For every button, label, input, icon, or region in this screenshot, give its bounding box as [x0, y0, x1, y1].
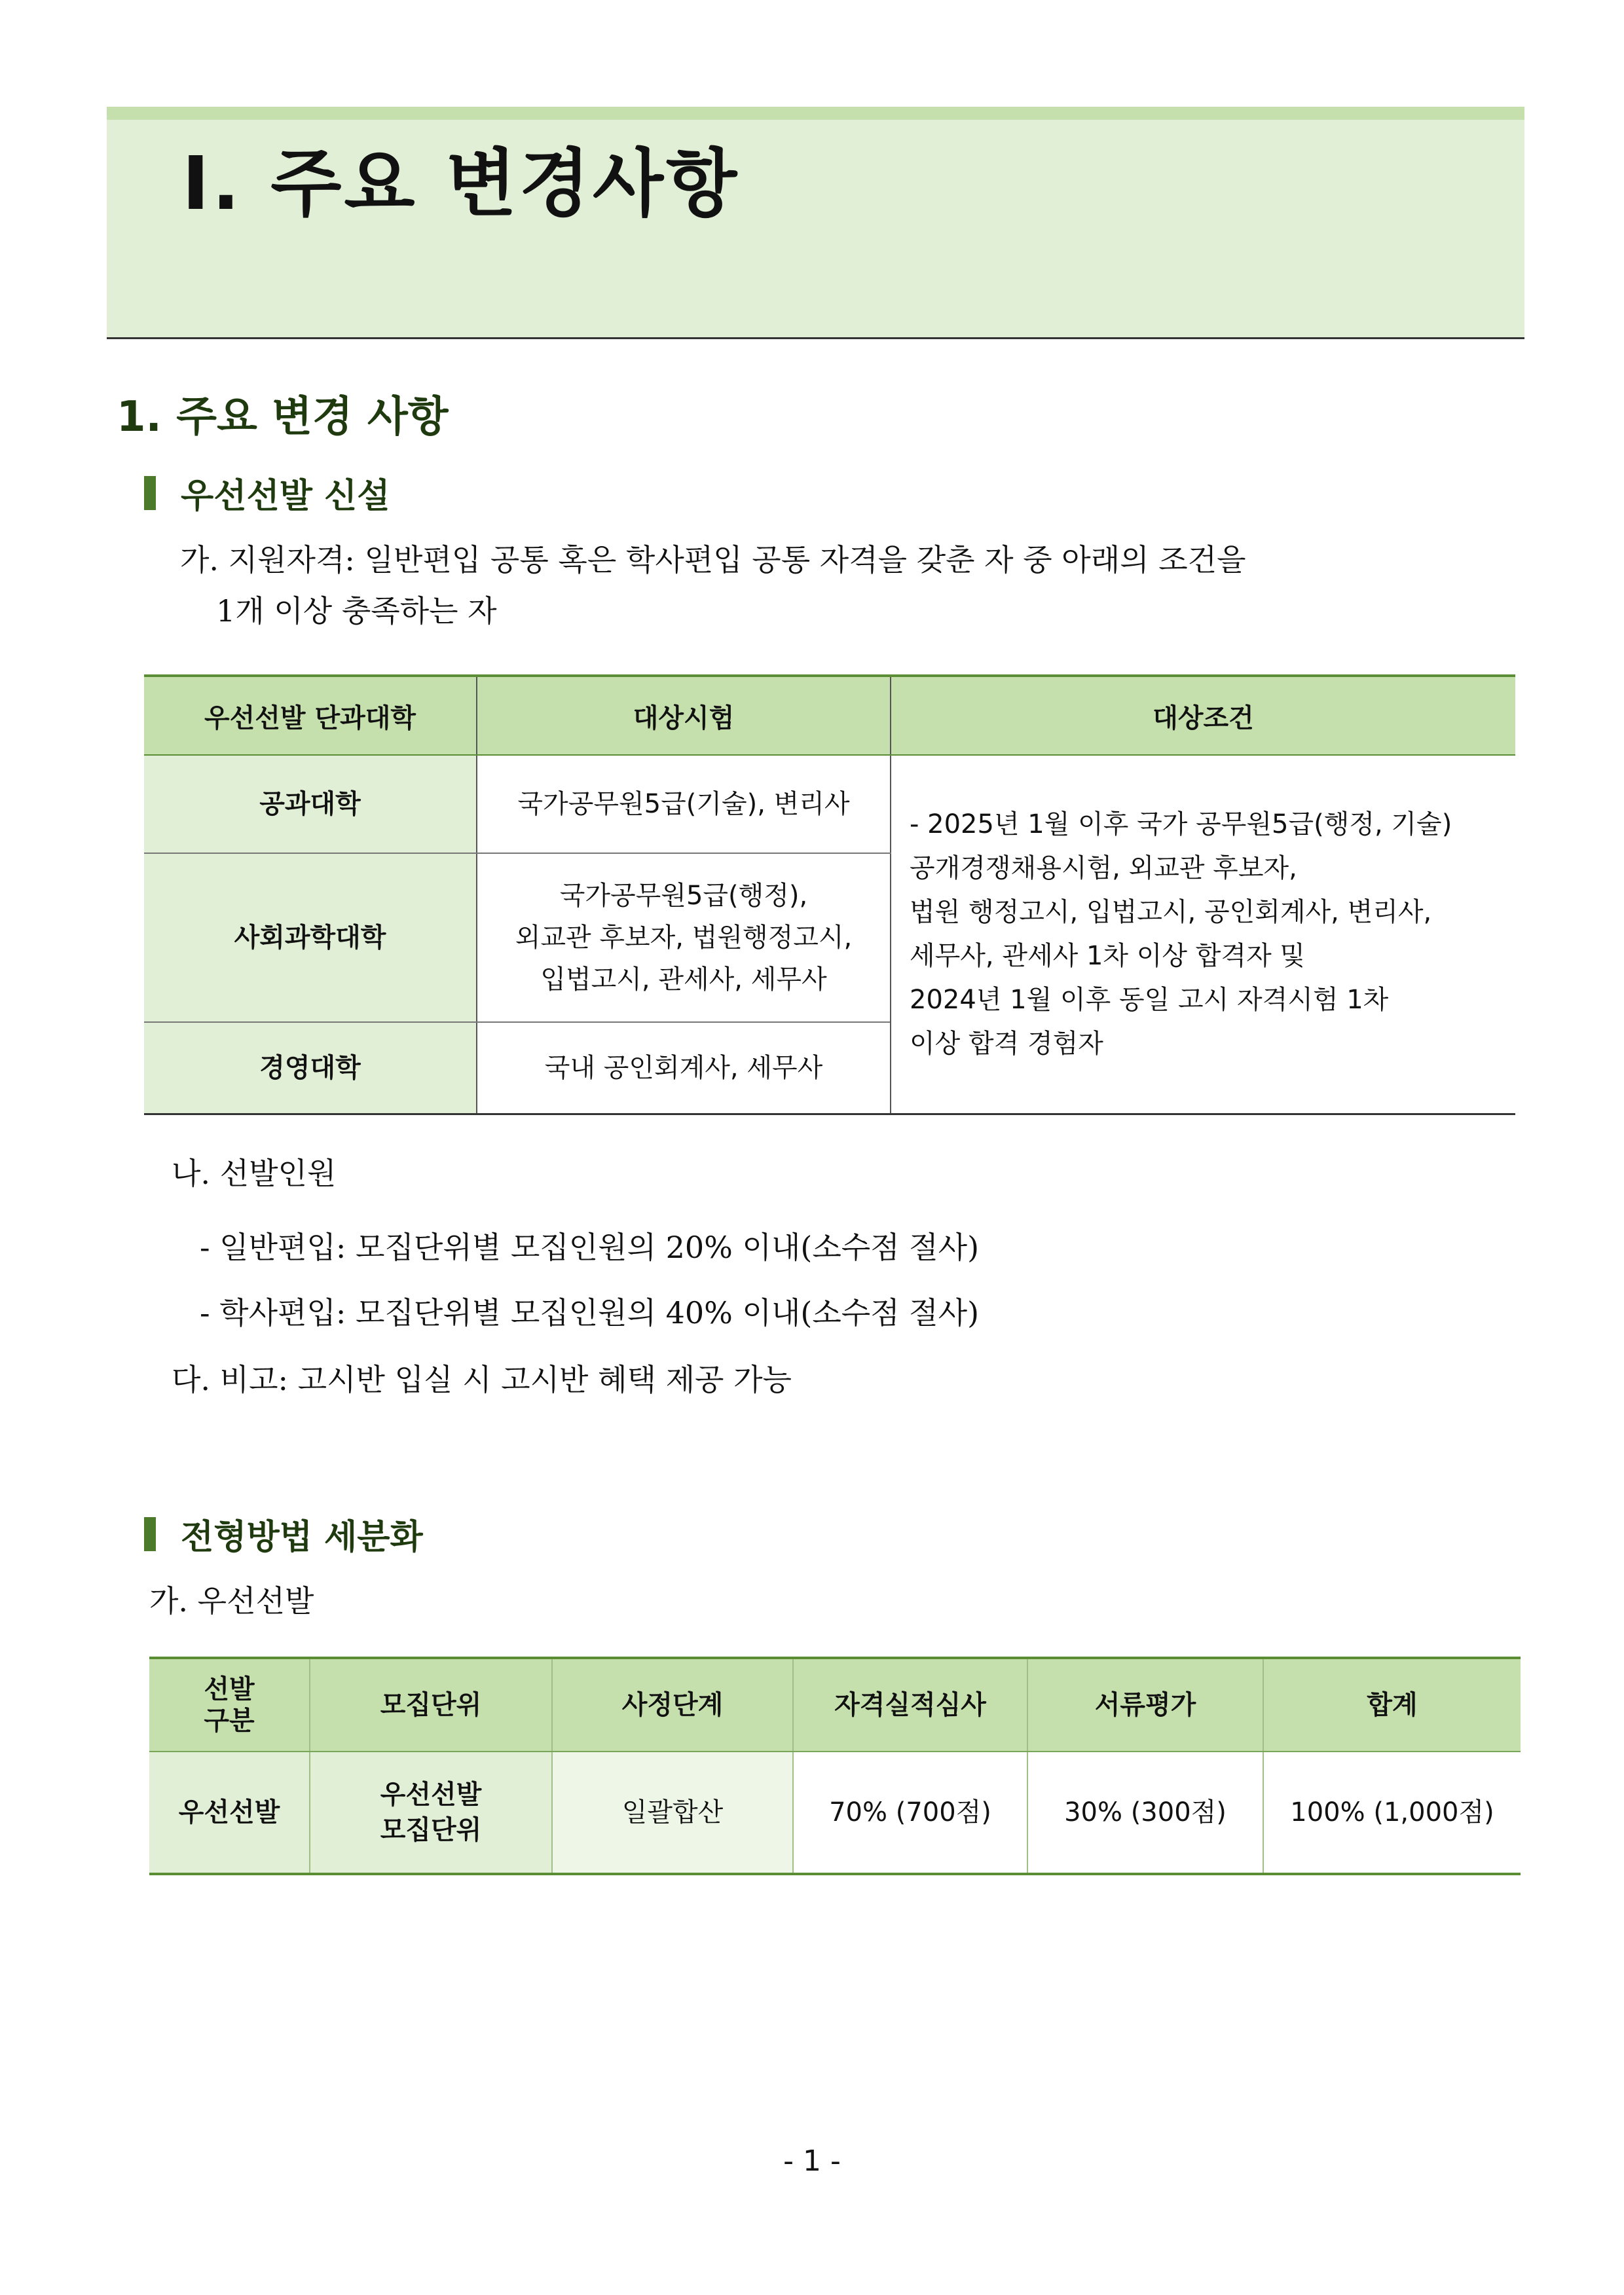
header-total: 합계 — [1263, 1658, 1521, 1752]
subheading-priority-selection — [144, 468, 390, 517]
assessment-stage-cell: 일괄합산 — [552, 1752, 793, 1874]
selection-count-heading: 나. 선발인원 — [172, 1156, 337, 1191]
exam-line: 국가공무원5급(행정), — [559, 881, 808, 911]
priority-selection-table — [144, 674, 1515, 1115]
selection-type-cell: 우선선발 — [149, 1752, 310, 1874]
exam-line: 국가공무원5급(기술), 변리사 — [517, 789, 850, 819]
qualification-line-2: 1개 이상 충족하는 자 — [216, 593, 497, 629]
table-row — [149, 1752, 1521, 1874]
exam-line: 국내 공인회계사, 세무사 — [544, 1052, 823, 1083]
qualification-review-cell: 70% (700점) — [793, 1752, 1027, 1874]
condition-line: 2024년 1월 이후 동일 고시 자격시험 1차 — [910, 984, 1389, 1015]
banner-top-bar — [107, 107, 1524, 120]
remark-line: 다. 비고: 고시반 입실 시 고시반 혜택 제공 가능 — [172, 1362, 792, 1397]
header-college: 우선선발 단과대학 — [144, 676, 477, 755]
priority-selection-label: 가. 우선선발 — [149, 1583, 314, 1619]
exam-cell — [477, 755, 891, 853]
header-assessment-stage: 사정단계 — [552, 1658, 793, 1752]
condition-line: - 2025년 1월 이후 국가 공무원5급(행정, 기술) — [910, 809, 1452, 839]
header-condition: 대상조건 — [891, 676, 1515, 755]
evaluation-method-table — [149, 1657, 1521, 1875]
exam-line: 외교관 후보자, 법원행정고시, — [515, 923, 853, 953]
table-header-row — [149, 1658, 1521, 1752]
qualification-line-1: 가. 지원자격: 일반편입 공통 혹은 학사편입 공통 자격을 갖춘 자 중 아래의 조건을 — [180, 542, 1246, 578]
condition-line: 법원 행정고시, 입법고시, 공인회계사, 변리사, — [910, 896, 1432, 927]
document-evaluation-cell: 30% (300점) — [1027, 1752, 1263, 1874]
header-selection-type: 선발 구분 — [149, 1658, 310, 1752]
subheading-text: 우선선발 신설 — [181, 477, 390, 516]
header-qualification-review: 자격실적심사 — [793, 1658, 1027, 1752]
exam-cell — [477, 853, 891, 1022]
subheading-text: 전형방법 세분화 — [181, 1518, 423, 1557]
recruit-unit-cell: 우선선발 모집단위 — [310, 1752, 552, 1874]
condition-cell — [891, 755, 1515, 1114]
exam-cell — [477, 1022, 891, 1114]
college-cell: 공과대학 — [144, 755, 477, 853]
table-header-row — [144, 676, 1515, 755]
condition-line: 세무사, 관세사 1차 이상 합격자 및 — [910, 940, 1306, 971]
total-cell: 100% (1,000점) — [1263, 1752, 1521, 1874]
heading-bar-marker — [144, 1517, 156, 1551]
page-number: - 1 - — [783, 2144, 841, 2178]
section-title: 1. 주요 변경 사항 — [117, 393, 449, 441]
header-document-evaluation: 서류평가 — [1027, 1658, 1263, 1752]
college-cell: 사회과학대학 — [144, 853, 477, 1022]
header-exam: 대상시험 — [477, 676, 891, 755]
header-recruit-unit: 모집단위 — [310, 1658, 552, 1752]
exam-line: 입법고시, 관세사, 세무사 — [540, 964, 827, 995]
heading-bar-marker — [144, 476, 156, 510]
condition-line: 이상 합격 경험자 — [910, 1028, 1103, 1059]
college-cell: 경영대학 — [144, 1022, 477, 1114]
table-row — [144, 755, 1515, 853]
condition-line: 공개경쟁채용시험, 외교관 후보자, — [910, 853, 1297, 883]
selection-count-item: - 학사편입: 모집단위별 모집인원의 40% 이내(소수점 절사) — [200, 1295, 980, 1331]
chapter-title: Ⅰ. 주요 변경사항 — [182, 141, 740, 227]
chapter-banner — [107, 107, 1524, 339]
subheading-method-detail — [144, 1509, 423, 1558]
selection-count-item: - 일반편입: 모집단위별 모집인원의 20% 이내(소수점 절사) — [200, 1230, 980, 1265]
